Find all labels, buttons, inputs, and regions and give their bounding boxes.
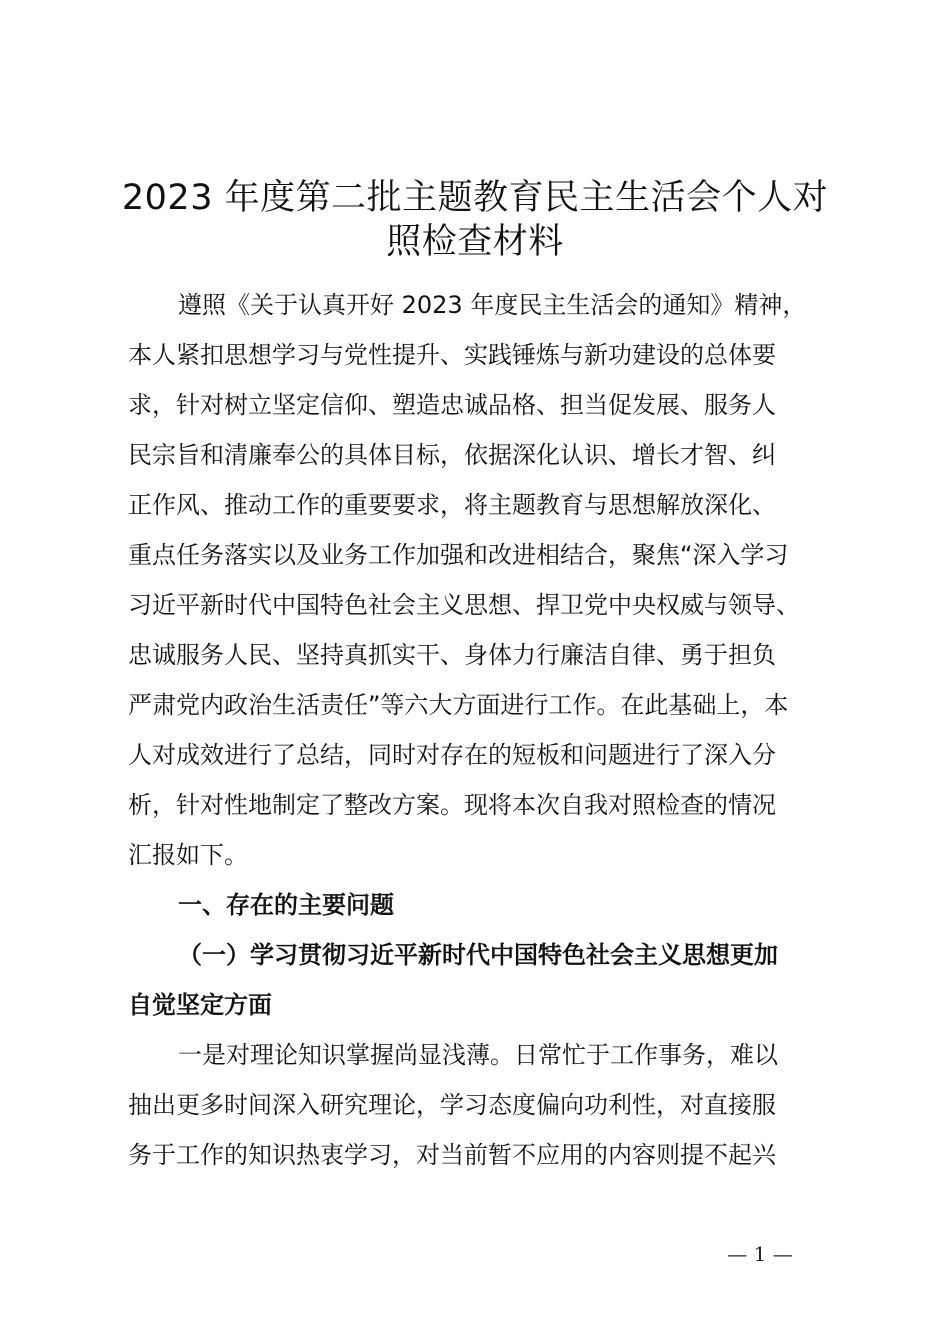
title-line: 照检查材料 — [386, 222, 564, 262]
paragraph-line: 重点任务落实以及业务工作加强和改进相结合，聚焦“深入学习 — [128, 541, 789, 569]
subheading-line: 自觉坚定方面 — [128, 991, 272, 1019]
paragraph-line: 遵照《关于认真开好 2023 年度民主生活会的通知》精神， — [178, 291, 807, 319]
paragraph-line: 析，针对性地制定了整改方案。现将本次自我对照检查的情况 — [128, 791, 776, 819]
paragraph-line: 民宗旨和清廉奉公的具体目标，依据深化认识、增长才智、纠 — [128, 441, 776, 469]
section-heading — [128, 880, 838, 930]
paragraph-line: 汇报如下。 — [128, 841, 248, 869]
paragraph-line: 习近平新时代中国特色社会主义思想、捍卫党中央权威与领导、 — [128, 591, 800, 619]
title-line: 2023 年度第二批主题教育民主生活会个人对 — [121, 178, 829, 218]
point-paragraph — [128, 1030, 838, 1180]
paragraph-line: 严肃党内政治生活责任”等六大方面进行工作。在此基础上，本 — [128, 691, 789, 719]
heading-line: 一、存在的主要问题 — [178, 891, 394, 919]
subsection-heading — [128, 930, 838, 1030]
page-number: — 1 — — [727, 1242, 793, 1266]
paragraph-line: 正作风、推动工作的重要要求，将主题教育与思想解放深化、 — [128, 491, 776, 519]
subheading-line: （一）学习贯彻习近平新时代中国特色社会主义思想更加 — [178, 941, 778, 969]
document-title — [60, 176, 890, 264]
intro-paragraph — [128, 280, 838, 880]
paragraph-line: 抽出更多时间深入研究理论，学习态度偏向功利性，对直接服 — [128, 1091, 776, 1119]
document-body — [128, 280, 838, 1180]
paragraph-line: 求，针对树立坚定信仰、塑造忠诚品格、担当促发展、服务人 — [128, 391, 776, 419]
paragraph-line: 本人紧扣思想学习与党性提升、实践锤炼与新功建设的总体要 — [128, 341, 776, 369]
paragraph-line: 务于工作的知识热衷学习，对当前暂不应用的内容则提不起兴 — [128, 1141, 776, 1169]
paragraph-line: 忠诚服务人民、坚持真抓实干、身体力行廉洁自律、勇于担负 — [128, 641, 776, 669]
paragraph-line: 一是对理论知识掌握尚显浅薄。日常忙于工作事务，难以 — [178, 1041, 778, 1069]
paragraph-line: 人对成效进行了总结，同时对存在的短板和问题进行了深入分 — [128, 741, 776, 769]
